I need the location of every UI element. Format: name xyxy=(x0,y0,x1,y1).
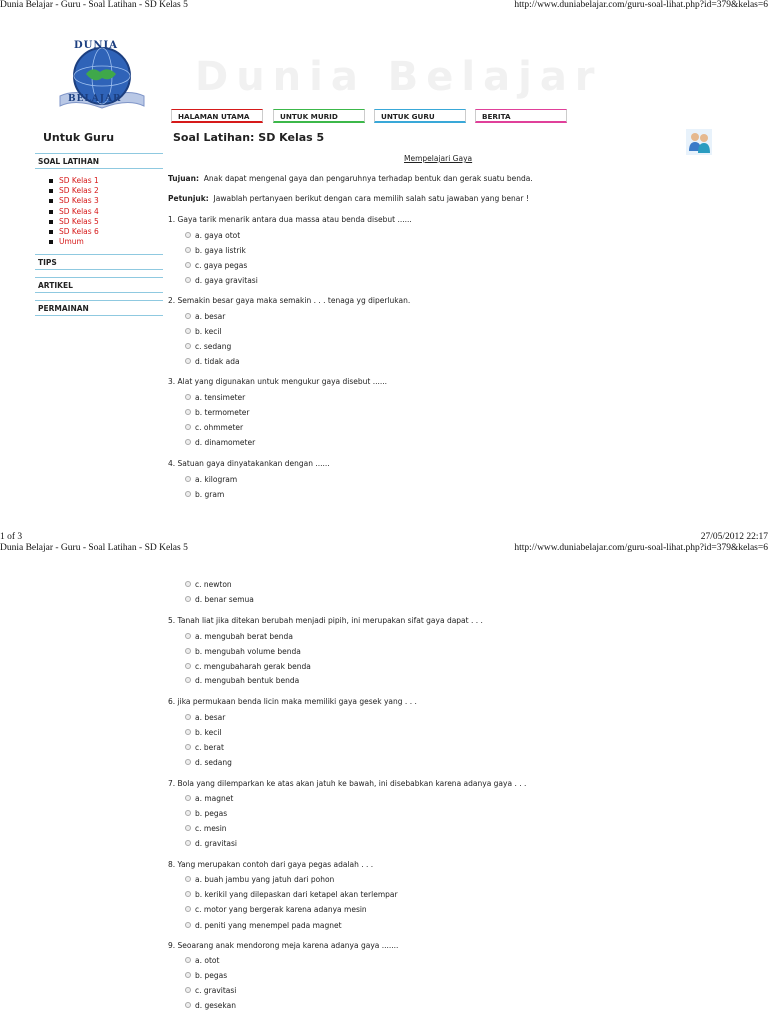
q7-option-c[interactable]: c. mesin xyxy=(185,824,227,833)
header-watermark: Dunia Belajar xyxy=(195,54,603,100)
q9-option-d[interactable]: d. gesekan xyxy=(185,1001,236,1010)
q4-option-d[interactable]: d. benar semua xyxy=(185,595,254,604)
q4-option-c[interactable]: c. newton xyxy=(185,580,232,589)
question-4: 4. Satuan gaya dinyatakankan dengan ...... xyxy=(168,459,330,468)
q6-option-a[interactable]: a. besar xyxy=(185,713,225,722)
pdf-header-title-2: Dunia Belajar - Guru - Soal Latihan - SD Kelas 5 xyxy=(0,543,188,553)
q5-option-d[interactable]: d. mengubah bentuk benda xyxy=(185,676,299,685)
q7-option-a[interactable]: a. magnet xyxy=(185,794,233,803)
tujuan-line xyxy=(168,174,533,183)
q1-option-c[interactable]: c. gaya pegas xyxy=(185,261,247,270)
question-1: 1. Gaya tarik menarik antara dua massa atau benda disebut ...... xyxy=(168,215,412,224)
pdf-header-title: Dunia Belajar - Guru - Soal Latihan - SD Kelas 5 xyxy=(0,0,188,10)
question-6: 6. jika permukaan benda licin maka memiliki gaya gesek yang . . . xyxy=(168,697,417,706)
q1-option-d[interactable]: d. gaya gravitasi xyxy=(185,276,258,285)
lesson-subtitle: Mempelajari Gaya xyxy=(404,154,473,163)
pdf-footer-page: 1 of 3 xyxy=(0,532,23,542)
q4-option-b[interactable]: b. gram xyxy=(185,490,224,499)
question-7: 7. Bola yang dilemparkan ke atas akan jatuh ke bawah, ini disebabkan karena adanya gaya . . . xyxy=(168,779,527,788)
q2-option-b[interactable]: b. kecil xyxy=(185,327,222,336)
nav-berita[interactable]: BERITA xyxy=(475,109,567,123)
q8-option-b[interactable]: b. kerikil yang dilepaskan dari ketapel akan terlempar xyxy=(185,890,398,899)
question-2: 2. Semakin besar gaya maka semakin . . . tenaga yg diperlukan. xyxy=(168,296,411,305)
nav-untuk-murid[interactable]: UNTUK MURID xyxy=(273,109,365,123)
q8-option-c[interactable]: c. motor yang bergerak karena adanya mesin xyxy=(185,905,367,914)
q1-option-a[interactable]: a. gaya otot xyxy=(185,231,240,240)
sidebar-item-umum[interactable]: Umum xyxy=(49,237,99,247)
q3-option-d[interactable]: d. dinamometer xyxy=(185,438,255,447)
q6-option-d[interactable]: d. sedang xyxy=(185,758,232,767)
pdf-footer-date: 27/05/2012 22:17 xyxy=(700,532,768,542)
petunjuk-line xyxy=(168,194,529,203)
nav-halaman-utama[interactable]: HALAMAN UTAMA xyxy=(171,109,263,123)
q1-option-b[interactable]: b. gaya listrik xyxy=(185,246,246,255)
q8-option-a[interactable]: a. buah jambu yang jatuh dari pohon xyxy=(185,875,334,884)
petunjuk-label: Petunjuk: xyxy=(168,194,209,203)
sidebar-section-tips[interactable]: TIPS xyxy=(35,254,163,270)
q7-option-b[interactable]: b. pegas xyxy=(185,809,227,818)
petunjuk-text: Jawablah pertanyaen berikut dengan cara memilih salah satu jawaban yang benar ! xyxy=(213,194,529,203)
sidebar-title: Untuk Guru xyxy=(43,131,115,144)
q9-option-b[interactable]: b. pegas xyxy=(185,971,227,980)
sidebar-section-soal-latihan[interactable]: SOAL LATIHAN xyxy=(35,153,163,169)
q9-option-a[interactable]: a. otot xyxy=(185,956,219,965)
q6-option-c[interactable]: c. berat xyxy=(185,743,224,752)
tujuan-label: Tujuan: xyxy=(168,174,199,183)
q3-option-c[interactable]: c. ohmmeter xyxy=(185,423,243,432)
question-3: 3. Alat yang digunakan untuk mengukur gaya disebut ...... xyxy=(168,377,387,386)
q8-option-d[interactable]: d. peniti yang menempel pada magnet xyxy=(185,921,342,930)
q2-option-a[interactable]: a. besar xyxy=(185,312,225,321)
sidebar-item-sd-kelas-2[interactable]: SD Kelas 2 xyxy=(49,186,99,196)
question-8: 8. Yang merupakan contoh dari gaya pegas adalah . . . xyxy=(168,860,374,869)
question-9: 9. Seoarang anak mendorong meja karena adanya gaya ....... xyxy=(168,941,399,950)
teachers-icon xyxy=(686,129,712,155)
q9-option-c[interactable]: c. gravitasi xyxy=(185,986,236,995)
q2-option-c[interactable]: c. sedang xyxy=(185,342,231,351)
sidebar-section-permainan[interactable]: PERMAINAN xyxy=(35,300,163,316)
q5-option-a[interactable]: a. mengubah berat benda xyxy=(185,632,293,641)
sidebar-item-sd-kelas-5[interactable]: SD Kelas 5 xyxy=(49,217,99,227)
sidebar-item-sd-kelas-1[interactable]: SD Kelas 1 xyxy=(49,176,99,186)
q3-option-b[interactable]: b. termometer xyxy=(185,408,250,417)
sidebar-item-sd-kelas-3[interactable]: SD Kelas 3 xyxy=(49,196,99,206)
q6-option-b[interactable]: b. kecil xyxy=(185,728,222,737)
q4-option-a[interactable]: a. kilogram xyxy=(185,475,237,484)
logo-bottom-text: BELAJAR xyxy=(68,94,122,104)
q3-option-a[interactable]: a. tensimeter xyxy=(185,393,245,402)
nav-untuk-guru[interactable]: UNTUK GURU xyxy=(374,109,466,123)
q7-option-d[interactable]: d. gravitasi xyxy=(185,839,237,848)
page-title: Soal Latihan: SD Kelas 5 xyxy=(173,131,325,144)
q2-option-d[interactable]: d. tidak ada xyxy=(185,357,240,366)
logo-top-text: DUNIA xyxy=(74,40,118,51)
q5-option-c[interactable]: c. mengubaharah gerak benda xyxy=(185,662,311,671)
sidebar-section-artikel[interactable]: ARTIKEL xyxy=(35,277,163,293)
sidebar-class-list xyxy=(49,176,99,247)
sidebar-item-sd-kelas-4[interactable]: SD Kelas 4 xyxy=(49,207,99,217)
q5-option-b[interactable]: b. mengubah volume benda xyxy=(185,647,301,656)
question-5: 5. Tanah liat jika ditekan berubah menjadi pipih, ini merupakan sifat gaya dapat . . . xyxy=(168,616,483,625)
tujuan-text: Anak dapat mengenal gaya dan pengaruhnya terhadap bentuk dan gerak suatu benda. xyxy=(203,174,533,183)
pdf-header-url-2: http://www.duniabelajar.com/guru-soal-lihat.php?id=379&kelas=6 xyxy=(514,543,768,553)
pdf-header-url: http://www.duniabelajar.com/guru-soal-lihat.php?id=379&kelas=6 xyxy=(514,0,768,10)
sidebar-item-sd-kelas-6[interactable]: SD Kelas 6 xyxy=(49,227,99,237)
site-logo[interactable] xyxy=(56,36,148,122)
